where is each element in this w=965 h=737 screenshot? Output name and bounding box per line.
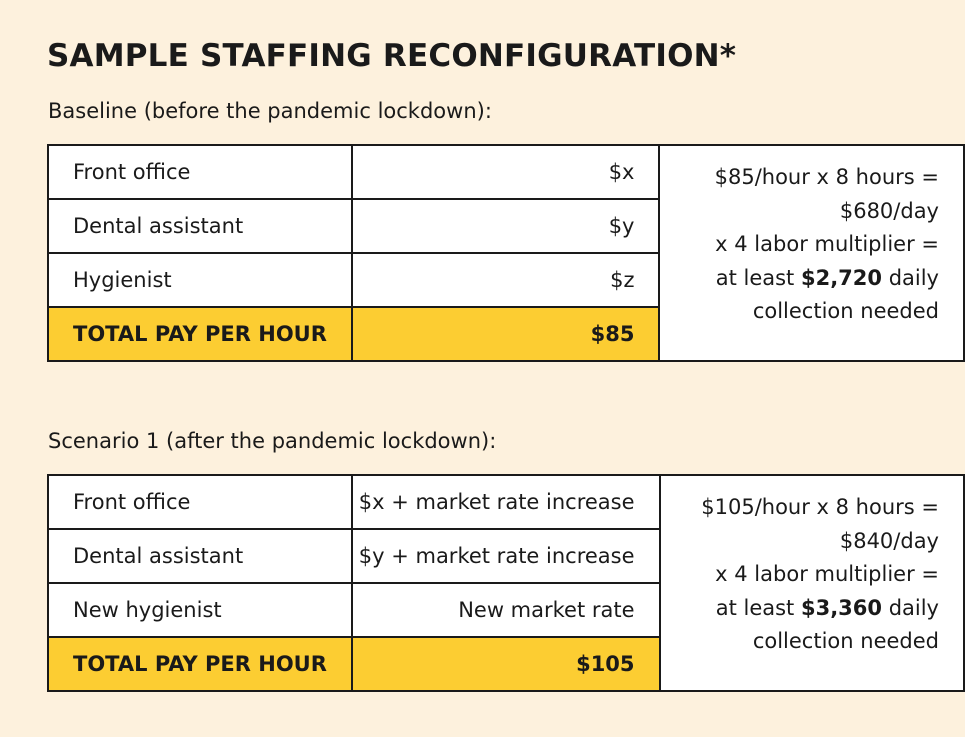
daily-collection-amount: $3,360 xyxy=(800,595,883,620)
table-row xyxy=(48,145,964,199)
total-value: $85 xyxy=(352,307,659,361)
total-label: TOTAL PAY PER HOUR xyxy=(48,307,352,361)
note-line: $680/day xyxy=(839,198,939,223)
baseline-calculation-note xyxy=(659,145,964,361)
daily-collection-amount: $2,720 xyxy=(800,265,883,290)
total-value: $105 xyxy=(352,637,659,691)
note-text: daily xyxy=(882,265,939,290)
pay-cell: $z xyxy=(352,253,659,307)
role-cell: Dental assistant xyxy=(48,529,352,583)
note-line xyxy=(661,592,939,626)
note-line: collection needed xyxy=(752,629,939,653)
pay-cell: $y + market rate increase xyxy=(352,529,659,583)
role-cell: Front office xyxy=(48,145,352,199)
note-line: $840/day xyxy=(839,528,939,553)
role-cell: New hygienist xyxy=(48,583,352,637)
baseline-table xyxy=(47,144,965,362)
scenario1-table xyxy=(47,474,965,692)
note-text: at least xyxy=(715,595,801,620)
pay-cell: $x + market rate increase xyxy=(352,475,659,529)
pay-cell: New market rate xyxy=(352,583,659,637)
note-line: collection needed xyxy=(752,299,939,323)
role-cell: Front office xyxy=(48,475,352,529)
role-cell: Dental assistant xyxy=(48,199,352,253)
baseline-heading: Baseline (before the pandemic lockdown): xyxy=(48,99,492,123)
page-title: SAMPLE STAFFING RECONFIGURATION* xyxy=(47,38,737,74)
note-line: $85/hour x 8 hours = xyxy=(714,165,939,189)
note-text: daily xyxy=(882,595,939,620)
scenario1-calculation-note xyxy=(660,475,964,691)
note-line: x 4 labor multiplier = xyxy=(715,232,939,256)
table-row xyxy=(48,475,964,529)
pay-cell: $y xyxy=(352,199,659,253)
pay-cell: $x xyxy=(352,145,659,199)
role-cell: Hygienist xyxy=(48,253,352,307)
note-text: at least xyxy=(715,265,801,290)
scenario1-heading: Scenario 1 (after the pandemic lockdown): xyxy=(48,429,497,453)
note-line: x 4 labor multiplier = xyxy=(715,562,939,586)
total-label: TOTAL PAY PER HOUR xyxy=(48,637,352,691)
note-line: $105/hour x 8 hours = xyxy=(701,495,939,519)
note-line xyxy=(660,262,939,296)
